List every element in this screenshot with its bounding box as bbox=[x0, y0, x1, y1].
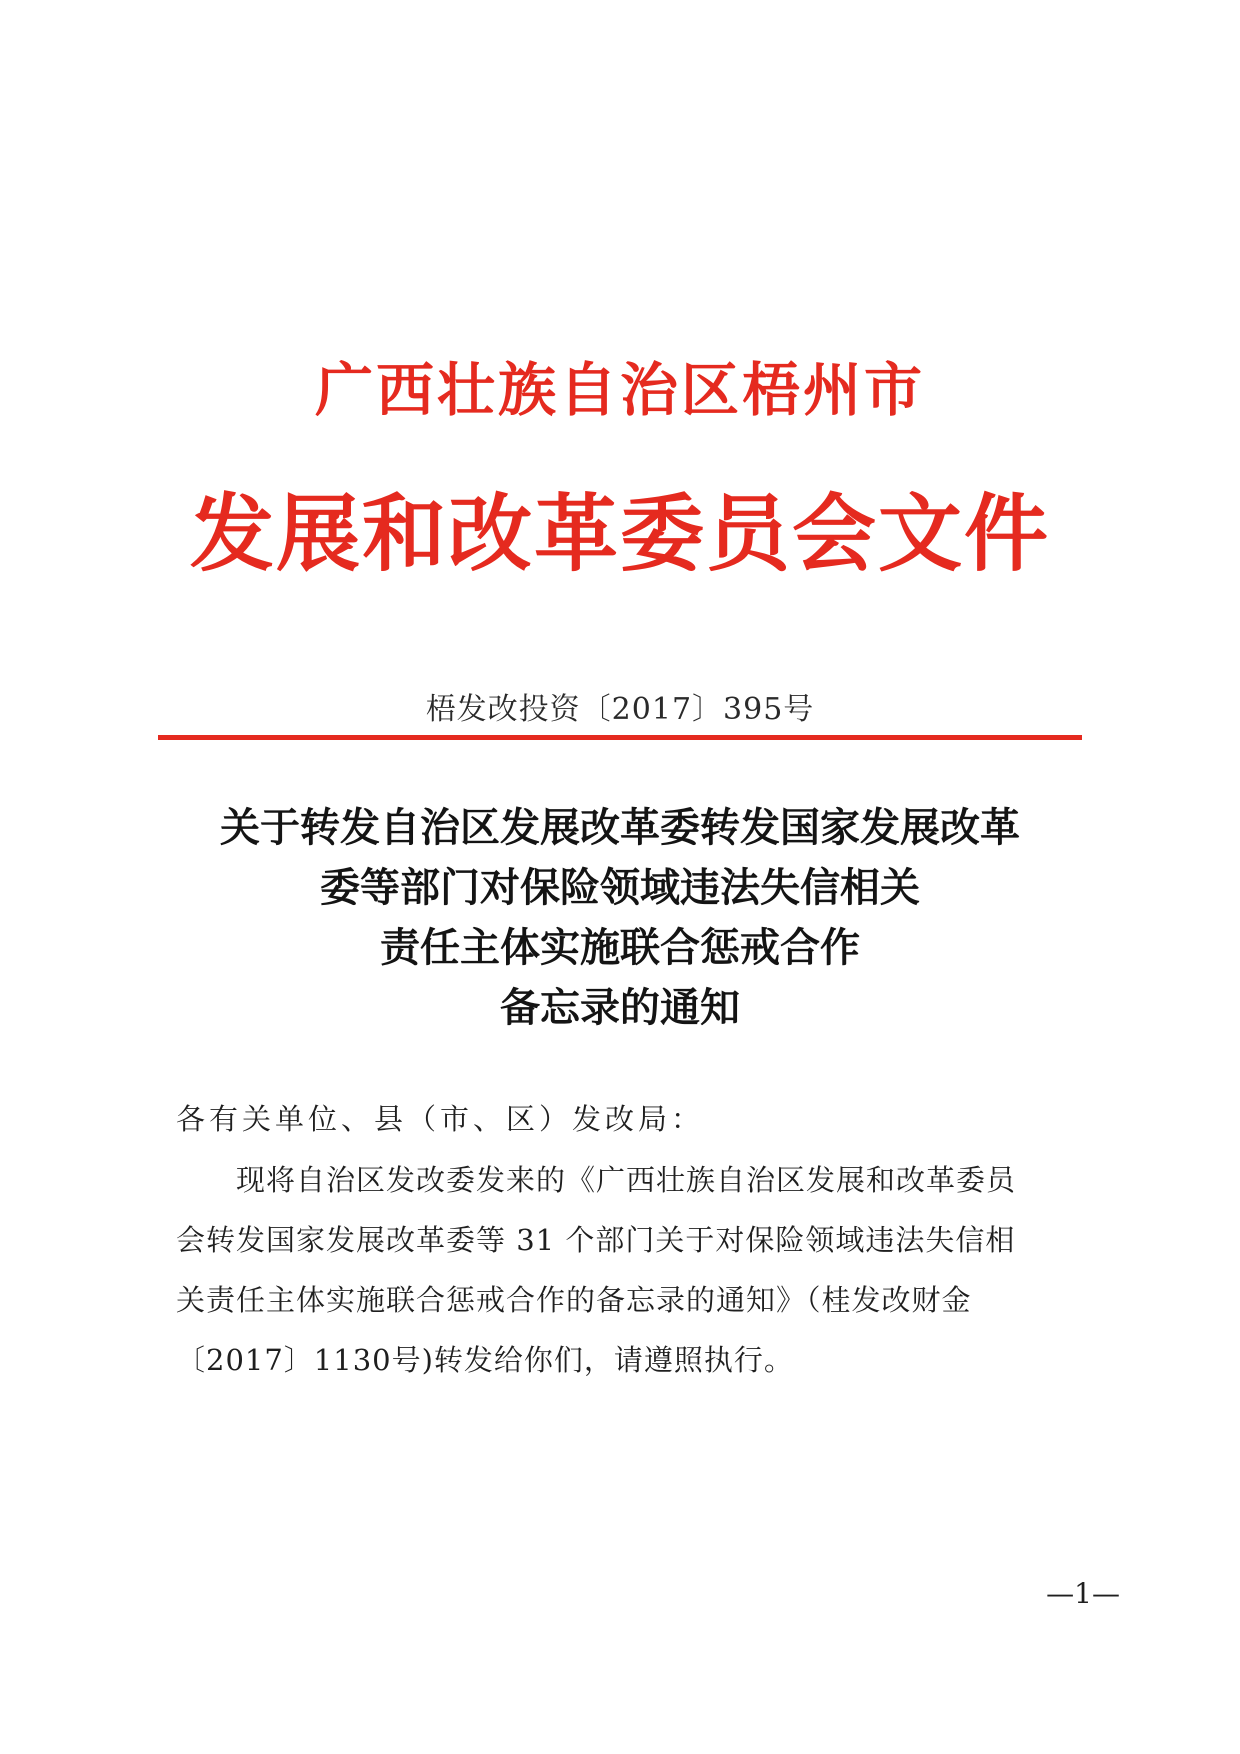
body-line: 会转发国家发展改革委等 31 个部门关于对保险领域违法失信相 bbox=[176, 1223, 1016, 1257]
title-line: 备忘录的通知 bbox=[500, 984, 740, 1031]
title-line: 关于转发自治区发展改革委转发国家发展改革 bbox=[220, 804, 1020, 851]
red-divider-line bbox=[158, 735, 1082, 740]
body-paragraph bbox=[176, 1150, 1096, 1390]
document-number: 梧发改投资〔2017〕395号 bbox=[425, 692, 815, 727]
issuer-header-line1: 广西壮族自治区梧州市 bbox=[314, 356, 925, 424]
document-title bbox=[150, 798, 1090, 1038]
body-line: 关责任主体实施联合惩戒合作的备忘录的通知》（桂发改财金 bbox=[176, 1283, 972, 1317]
issuer-header-line2: 发展和改革委员会文件 bbox=[189, 484, 1050, 583]
title-line: 责任主体实施联合惩戒合作 bbox=[380, 924, 860, 971]
title-line: 委等部门对保险领域违法失信相关 bbox=[320, 864, 920, 911]
body-line: 〔2017〕1130号)转发给你们，请遵照执行。 bbox=[176, 1343, 794, 1377]
body-line: 现将自治区发改委发来的《广西壮族自治区发展和改革委员 bbox=[236, 1163, 1017, 1197]
page-number: —1— bbox=[1046, 1577, 1120, 1610]
salutation: 各有关单位、县（市、区）发改局： bbox=[176, 1102, 705, 1136]
